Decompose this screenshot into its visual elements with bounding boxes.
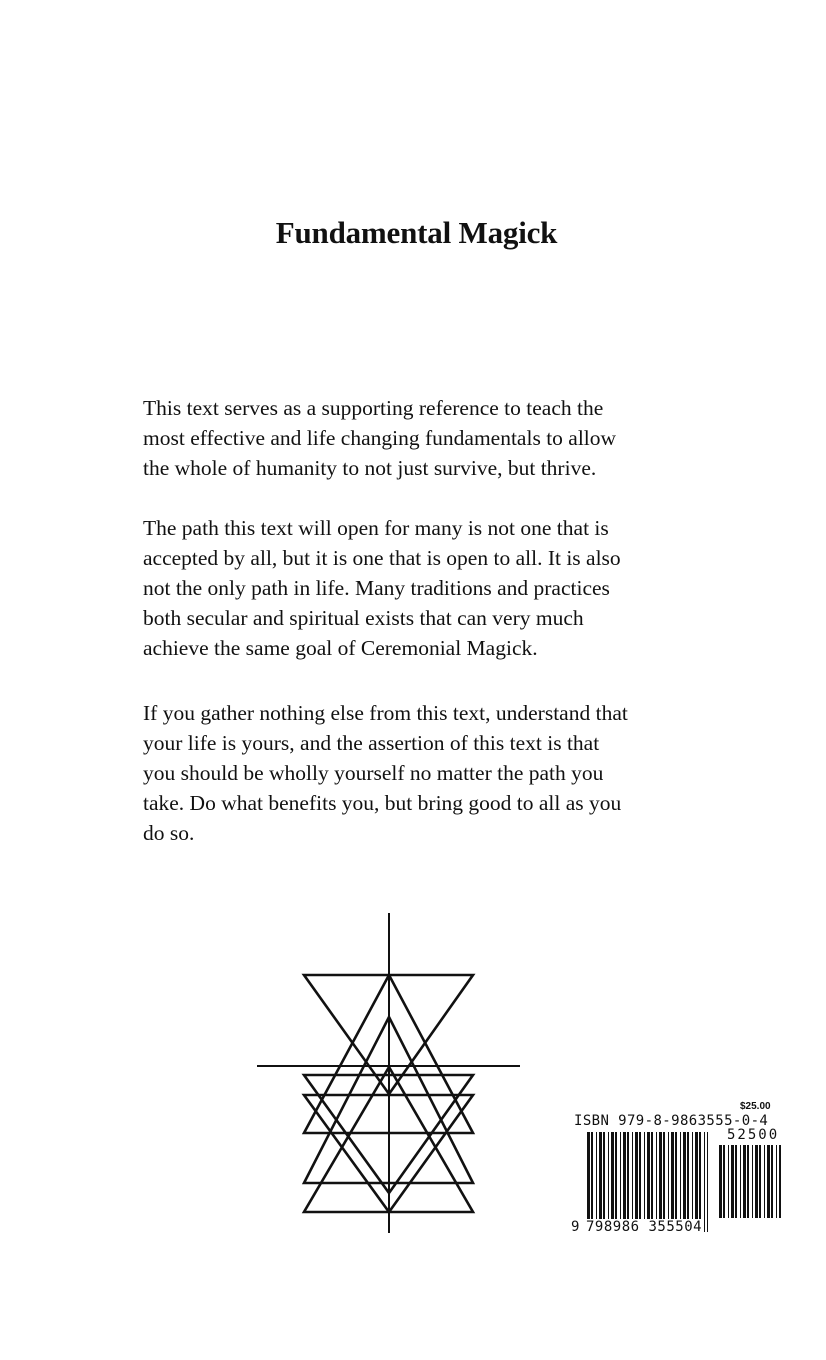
isbn-label: ISBN 979-8-9863555-0-4 bbox=[574, 1113, 769, 1129]
barcode-bar bbox=[668, 1132, 669, 1232]
barcode-bar bbox=[723, 1145, 725, 1218]
barcode-bar bbox=[615, 1132, 617, 1232]
barcode-bar bbox=[704, 1132, 705, 1232]
barcode-bar bbox=[680, 1132, 681, 1232]
text-line: take. Do what benefits you, but bring good to all as you bbox=[143, 791, 622, 815]
text-line: If you gather nothing else from this text, understand that bbox=[143, 701, 628, 725]
text-line: The path this text will open for many is not one that is bbox=[143, 516, 609, 540]
text-line: achieve the same goal of Ceremonial Magick. bbox=[143, 636, 538, 660]
barcode-bar bbox=[647, 1132, 650, 1232]
barcode-bar bbox=[692, 1132, 693, 1232]
text-line: not the only path in life. Many traditions and practices bbox=[143, 576, 610, 600]
barcode-bar bbox=[659, 1132, 662, 1232]
text-line: your life is yours, and the assertion of this text is that bbox=[143, 731, 600, 755]
book-title: Fundamental Magick bbox=[275, 215, 558, 250]
barcode-bar bbox=[707, 1132, 708, 1232]
barcode-bar bbox=[771, 1145, 773, 1218]
barcode-bar bbox=[731, 1145, 734, 1218]
text-line: the whole of humanity to not just survive, but thrive. bbox=[143, 456, 597, 480]
barcode-bar bbox=[740, 1145, 741, 1218]
barcode-bar bbox=[623, 1132, 626, 1232]
barcode-bar bbox=[620, 1132, 621, 1232]
text-line: accepted by all, but it is one that is open to all. It is also bbox=[143, 546, 621, 570]
barcode-bar bbox=[675, 1132, 677, 1232]
barcode-bar bbox=[599, 1132, 602, 1232]
ean-digits: 798986 355504 bbox=[586, 1219, 703, 1235]
barcode-bar bbox=[776, 1145, 777, 1218]
barcode-bar bbox=[755, 1145, 758, 1218]
text-line: both secular and spiritual exists that can very much bbox=[143, 606, 584, 630]
barcode-bar bbox=[687, 1132, 689, 1232]
barcode-bar bbox=[591, 1132, 593, 1232]
barcode-bar bbox=[608, 1132, 609, 1232]
barcode-bar bbox=[779, 1145, 781, 1218]
text-line: you should be wholly yourself no matter the path you bbox=[143, 761, 604, 785]
barcode-bar bbox=[752, 1145, 753, 1218]
barcode-bar bbox=[627, 1132, 629, 1232]
barcode-bar bbox=[719, 1145, 722, 1218]
barcode-bar bbox=[735, 1145, 737, 1218]
barcode-bar bbox=[683, 1132, 686, 1232]
barcode-bar bbox=[743, 1145, 746, 1218]
barcode-bar bbox=[635, 1132, 638, 1232]
text-line: This text serves as a supporting reference to teach the bbox=[143, 396, 604, 420]
barcode-bar bbox=[695, 1132, 698, 1232]
barcode-bar bbox=[632, 1132, 633, 1232]
barcode-bar bbox=[767, 1145, 770, 1218]
barcode-bar bbox=[603, 1132, 605, 1232]
barcode-bar bbox=[611, 1132, 614, 1232]
barcode-bar bbox=[764, 1145, 765, 1218]
barcode-bar bbox=[596, 1132, 597, 1232]
barcode-bar bbox=[728, 1145, 729, 1218]
barcode-bar bbox=[663, 1132, 665, 1232]
barcode-bar bbox=[699, 1132, 701, 1232]
barcode-bar bbox=[747, 1145, 749, 1218]
barcode-bar bbox=[587, 1132, 590, 1232]
ean-first-digit: 9 bbox=[571, 1219, 580, 1235]
barcode-bar bbox=[671, 1132, 674, 1232]
text-line: most effective and life changing fundamentals to allow bbox=[143, 426, 617, 450]
price: $25.00 bbox=[740, 1101, 771, 1112]
barcode-bar bbox=[644, 1132, 645, 1232]
barcode-bar bbox=[656, 1132, 657, 1232]
barcode-bar bbox=[759, 1145, 761, 1218]
text-line: do so. bbox=[143, 821, 195, 845]
price-addon-number: 52500 bbox=[727, 1127, 780, 1143]
barcode-bar bbox=[651, 1132, 653, 1232]
barcode-bar bbox=[639, 1132, 641, 1232]
